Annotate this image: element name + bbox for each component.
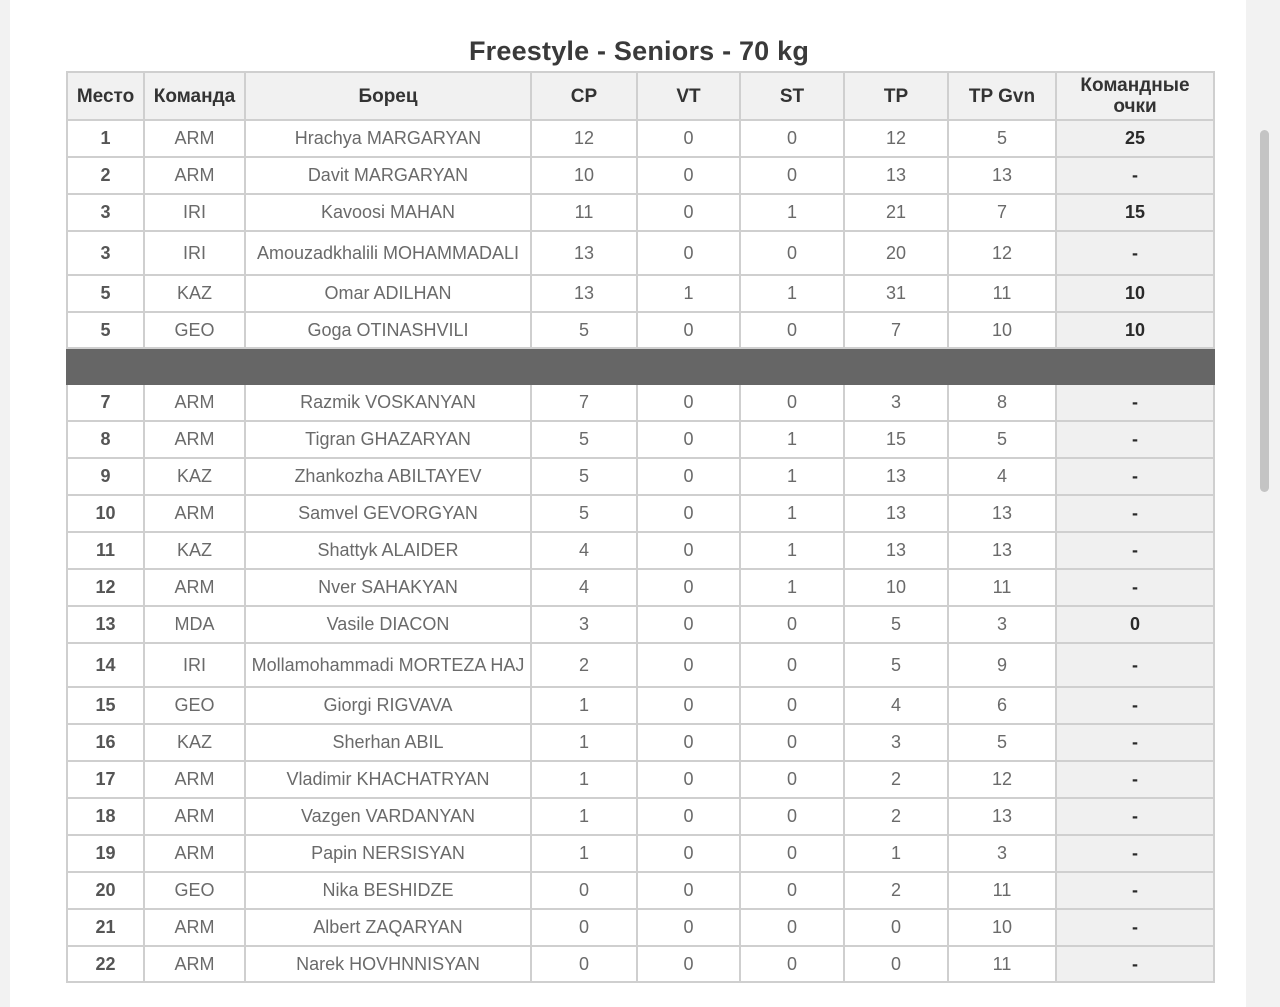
cell-cp: 10 xyxy=(531,157,637,194)
cell-cp: 4 xyxy=(531,569,637,606)
cell-team: GEO xyxy=(144,312,245,348)
cell-place: 14 xyxy=(67,643,144,687)
divider-cell xyxy=(67,348,1214,384)
header-row xyxy=(67,72,1214,120)
cell-wrestler: Kavoosi MAHAN xyxy=(245,194,531,231)
cell-wrestler: Nver SAHAKYAN xyxy=(245,569,531,606)
cell-place: 17 xyxy=(67,761,144,798)
cell-cp: 13 xyxy=(531,275,637,312)
cell-wrestler: Zhankozha ABILTAYEV xyxy=(245,458,531,495)
cell-team-points: 0 xyxy=(1056,606,1214,643)
cell-team-points: - xyxy=(1056,421,1214,458)
cell-team-points: - xyxy=(1056,687,1214,724)
cell-team-points: - xyxy=(1056,872,1214,909)
cell-vt: 0 xyxy=(637,194,740,231)
table-row xyxy=(67,275,1214,312)
cell-team: ARM xyxy=(144,384,245,421)
cell-team: IRI xyxy=(144,643,245,687)
cell-st: 0 xyxy=(740,909,844,946)
cell-team: ARM xyxy=(144,946,245,982)
cell-wrestler: Sherhan ABIL xyxy=(245,724,531,761)
cell-team: ARM xyxy=(144,798,245,835)
table-row xyxy=(67,120,1214,157)
cell-cp: 13 xyxy=(531,231,637,275)
table-row xyxy=(67,946,1214,982)
cell-wrestler: Samvel GEVORGYAN xyxy=(245,495,531,532)
cell-tp: 3 xyxy=(844,724,948,761)
cell-place: 16 xyxy=(67,724,144,761)
cell-tp: 13 xyxy=(844,157,948,194)
cell-team: IRI xyxy=(144,194,245,231)
cell-team-points: - xyxy=(1056,231,1214,275)
cell-tp-gvn: 11 xyxy=(948,275,1056,312)
cell-place: 21 xyxy=(67,909,144,946)
cell-team: ARM xyxy=(144,495,245,532)
cell-cp: 11 xyxy=(531,194,637,231)
cell-cp: 0 xyxy=(531,872,637,909)
cell-team: KAZ xyxy=(144,724,245,761)
table-row xyxy=(67,835,1214,872)
cell-place: 12 xyxy=(67,569,144,606)
cell-team-points: - xyxy=(1056,798,1214,835)
cell-st: 0 xyxy=(740,157,844,194)
cell-wrestler: Albert ZAQARYAN xyxy=(245,909,531,946)
cell-place: 5 xyxy=(67,275,144,312)
cell-wrestler: Davit MARGARYAN xyxy=(245,157,531,194)
cell-team-points: - xyxy=(1056,157,1214,194)
cell-tp: 4 xyxy=(844,687,948,724)
cell-tp: 5 xyxy=(844,606,948,643)
cell-tp-gvn: 5 xyxy=(948,724,1056,761)
col-header-wrestler: Борец xyxy=(245,72,531,120)
table-row xyxy=(67,458,1214,495)
cell-cp: 12 xyxy=(531,120,637,157)
table-row xyxy=(67,384,1214,421)
cell-tp: 5 xyxy=(844,643,948,687)
cell-st: 1 xyxy=(740,532,844,569)
cell-team-points: - xyxy=(1056,946,1214,982)
cell-tp: 2 xyxy=(844,872,948,909)
cell-cp: 5 xyxy=(531,421,637,458)
cell-vt: 0 xyxy=(637,761,740,798)
table-row xyxy=(67,312,1214,348)
cell-team: KAZ xyxy=(144,275,245,312)
cell-team-points: - xyxy=(1056,569,1214,606)
cell-vt: 0 xyxy=(637,724,740,761)
cell-place: 19 xyxy=(67,835,144,872)
cell-vt: 0 xyxy=(637,606,740,643)
cell-tp-gvn: 12 xyxy=(948,231,1056,275)
cell-st: 0 xyxy=(740,231,844,275)
cell-wrestler: Vazgen VARDANYAN xyxy=(245,798,531,835)
cell-tp-gvn: 11 xyxy=(948,872,1056,909)
cell-st: 0 xyxy=(740,606,844,643)
table-row xyxy=(67,798,1214,835)
cell-vt: 0 xyxy=(637,872,740,909)
table-row xyxy=(67,157,1214,194)
col-header-team: Команда xyxy=(144,72,245,120)
cell-tp-gvn: 7 xyxy=(948,194,1056,231)
cell-place: 3 xyxy=(67,231,144,275)
table-divider xyxy=(67,348,1214,384)
cell-cp: 7 xyxy=(531,384,637,421)
cell-wrestler: Giorgi RIGVAVA xyxy=(245,687,531,724)
cell-vt: 0 xyxy=(637,687,740,724)
cell-place: 10 xyxy=(67,495,144,532)
cell-team-points: 10 xyxy=(1056,275,1214,312)
cell-st: 0 xyxy=(740,724,844,761)
table-body-bottom xyxy=(67,384,1214,982)
cell-tp: 3 xyxy=(844,384,948,421)
cell-wrestler: Amouzadkhalili MOHAMMADALI xyxy=(245,231,531,275)
cell-team-points: 25 xyxy=(1056,120,1214,157)
cell-tp-gvn: 3 xyxy=(948,606,1056,643)
cell-cp: 1 xyxy=(531,798,637,835)
cell-st: 0 xyxy=(740,798,844,835)
cell-tp-gvn: 13 xyxy=(948,532,1056,569)
table-row xyxy=(67,495,1214,532)
cell-vt: 0 xyxy=(637,909,740,946)
cell-vt: 0 xyxy=(637,421,740,458)
cell-team-points: 15 xyxy=(1056,194,1214,231)
cell-tp: 21 xyxy=(844,194,948,231)
cell-tp: 7 xyxy=(844,312,948,348)
cell-team-points: - xyxy=(1056,643,1214,687)
cell-team-points: - xyxy=(1056,495,1214,532)
cell-st: 1 xyxy=(740,495,844,532)
cell-vt: 0 xyxy=(637,458,740,495)
cell-st: 0 xyxy=(740,946,844,982)
cell-place: 2 xyxy=(67,157,144,194)
cell-tp-gvn: 10 xyxy=(948,909,1056,946)
cell-team-points: - xyxy=(1056,384,1214,421)
scrollbar-thumb[interactable] xyxy=(1260,130,1269,492)
cell-st: 1 xyxy=(740,194,844,231)
cell-place: 3 xyxy=(67,194,144,231)
col-header-place: Место xyxy=(67,72,144,120)
cell-team-points: - xyxy=(1056,909,1214,946)
cell-vt: 0 xyxy=(637,835,740,872)
cell-place: 1 xyxy=(67,120,144,157)
cell-team: MDA xyxy=(144,606,245,643)
cell-place: 5 xyxy=(67,312,144,348)
cell-cp: 5 xyxy=(531,458,637,495)
cell-tp: 2 xyxy=(844,798,948,835)
cell-team-points: - xyxy=(1056,532,1214,569)
cell-tp-gvn: 12 xyxy=(948,761,1056,798)
cell-st: 0 xyxy=(740,835,844,872)
cell-team: GEO xyxy=(144,687,245,724)
cell-team: ARM xyxy=(144,120,245,157)
cell-st: 1 xyxy=(740,458,844,495)
table-row xyxy=(67,643,1214,687)
cell-vt: 0 xyxy=(637,495,740,532)
table-row xyxy=(67,761,1214,798)
cell-place: 13 xyxy=(67,606,144,643)
cell-st: 0 xyxy=(740,872,844,909)
cell-place: 8 xyxy=(67,421,144,458)
cell-wrestler: Vladimir KHACHATRYAN xyxy=(245,761,531,798)
table-row xyxy=(67,606,1214,643)
cell-wrestler: Mollamohammadi MORTEZA HAJ xyxy=(245,643,531,687)
cell-tp: 0 xyxy=(844,946,948,982)
table-row xyxy=(67,421,1214,458)
cell-tp-gvn: 13 xyxy=(948,157,1056,194)
cell-tp-gvn: 3 xyxy=(948,835,1056,872)
table-row xyxy=(67,687,1214,724)
cell-cp: 2 xyxy=(531,643,637,687)
cell-tp-gvn: 13 xyxy=(948,495,1056,532)
cell-vt: 0 xyxy=(637,798,740,835)
cell-team: ARM xyxy=(144,835,245,872)
cell-team: ARM xyxy=(144,909,245,946)
col-header-vt: VT xyxy=(637,72,740,120)
cell-vt: 0 xyxy=(637,120,740,157)
cell-vt: 0 xyxy=(637,643,740,687)
cell-st: 0 xyxy=(740,312,844,348)
col-header-tp-gvn: TP Gvn xyxy=(948,72,1056,120)
cell-st: 0 xyxy=(740,761,844,798)
cell-place: 11 xyxy=(67,532,144,569)
table-row xyxy=(67,872,1214,909)
cell-vt: 0 xyxy=(637,532,740,569)
cell-cp: 1 xyxy=(531,687,637,724)
cell-place: 20 xyxy=(67,872,144,909)
cell-team: GEO xyxy=(144,872,245,909)
results-table xyxy=(66,71,1215,983)
cell-team: ARM xyxy=(144,761,245,798)
cell-st: 1 xyxy=(740,275,844,312)
cell-tp: 15 xyxy=(844,421,948,458)
cell-cp: 0 xyxy=(531,946,637,982)
cell-tp: 2 xyxy=(844,761,948,798)
col-header-st: ST xyxy=(740,72,844,120)
col-header-tp: TP xyxy=(844,72,948,120)
cell-team: ARM xyxy=(144,569,245,606)
cell-wrestler: Papin NERSISYAN xyxy=(245,835,531,872)
cell-tp: 13 xyxy=(844,495,948,532)
cell-place: 9 xyxy=(67,458,144,495)
table-row xyxy=(67,231,1214,275)
cell-cp: 3 xyxy=(531,606,637,643)
cell-tp-gvn: 6 xyxy=(948,687,1056,724)
cell-wrestler: Nika BESHIDZE xyxy=(245,872,531,909)
cell-tp-gvn: 5 xyxy=(948,421,1056,458)
cell-vt: 0 xyxy=(637,384,740,421)
cell-team: KAZ xyxy=(144,532,245,569)
cell-cp: 5 xyxy=(531,495,637,532)
cell-st: 0 xyxy=(740,643,844,687)
cell-vt: 0 xyxy=(637,157,740,194)
cell-tp-gvn: 8 xyxy=(948,384,1056,421)
cell-wrestler: Tigran GHAZARYAN xyxy=(245,421,531,458)
cell-wrestler: Hrachya MARGARYAN xyxy=(245,120,531,157)
cell-place: 18 xyxy=(67,798,144,835)
cell-st: 1 xyxy=(740,421,844,458)
table-row xyxy=(67,532,1214,569)
cell-wrestler: Goga OTINASHVILI xyxy=(245,312,531,348)
cell-tp: 20 xyxy=(844,231,948,275)
cell-vt: 0 xyxy=(637,312,740,348)
cell-tp: 0 xyxy=(844,909,948,946)
cell-cp: 1 xyxy=(531,835,637,872)
cell-tp: 13 xyxy=(844,532,948,569)
cell-team: IRI xyxy=(144,231,245,275)
cell-wrestler: Narek HOVHNNISYAN xyxy=(245,946,531,982)
cell-wrestler: Shattyk ALAIDER xyxy=(245,532,531,569)
cell-vt: 0 xyxy=(637,946,740,982)
page-title: Freestyle - Seniors - 70 kg xyxy=(468,36,810,66)
cell-tp-gvn: 9 xyxy=(948,643,1056,687)
col-header-team-points: Командные очки xyxy=(1056,72,1214,120)
cell-tp: 1 xyxy=(844,835,948,872)
divider-row xyxy=(67,348,1214,384)
cell-tp-gvn: 11 xyxy=(948,569,1056,606)
cell-team: ARM xyxy=(144,157,245,194)
cell-st: 1 xyxy=(740,569,844,606)
cell-team-points: - xyxy=(1056,724,1214,761)
cell-st: 0 xyxy=(740,687,844,724)
cell-place: 22 xyxy=(67,946,144,982)
cell-vt: 1 xyxy=(637,275,740,312)
cell-team-points: - xyxy=(1056,835,1214,872)
col-header-cp: CP xyxy=(531,72,637,120)
cell-tp-gvn: 5 xyxy=(948,120,1056,157)
cell-team: ARM xyxy=(144,421,245,458)
cell-wrestler: Omar ADILHAN xyxy=(245,275,531,312)
cell-tp-gvn: 11 xyxy=(948,946,1056,982)
cell-cp: 5 xyxy=(531,312,637,348)
cell-vt: 0 xyxy=(637,569,740,606)
cell-st: 0 xyxy=(740,384,844,421)
cell-tp: 31 xyxy=(844,275,948,312)
cell-tp: 13 xyxy=(844,458,948,495)
cell-tp-gvn: 4 xyxy=(948,458,1056,495)
cell-team-points: - xyxy=(1056,761,1214,798)
cell-wrestler: Razmik VOSKANYAN xyxy=(245,384,531,421)
cell-place: 15 xyxy=(67,687,144,724)
cell-place: 7 xyxy=(67,384,144,421)
cell-vt: 0 xyxy=(637,231,740,275)
cell-team-points: 10 xyxy=(1056,312,1214,348)
cell-tp-gvn: 13 xyxy=(948,798,1056,835)
cell-team-points: - xyxy=(1056,458,1214,495)
cell-cp: 4 xyxy=(531,532,637,569)
cell-cp: 1 xyxy=(531,724,637,761)
cell-st: 0 xyxy=(740,120,844,157)
table-row xyxy=(67,569,1214,606)
cell-tp-gvn: 10 xyxy=(948,312,1056,348)
cell-tp: 10 xyxy=(844,569,948,606)
cell-wrestler: Vasile DIACON xyxy=(245,606,531,643)
cell-team: KAZ xyxy=(144,458,245,495)
table-row xyxy=(67,724,1214,761)
table-body-top xyxy=(67,120,1214,348)
cell-tp: 12 xyxy=(844,120,948,157)
cell-cp: 0 xyxy=(531,909,637,946)
table-row xyxy=(67,909,1214,946)
cell-cp: 1 xyxy=(531,761,637,798)
table-row xyxy=(67,194,1214,231)
